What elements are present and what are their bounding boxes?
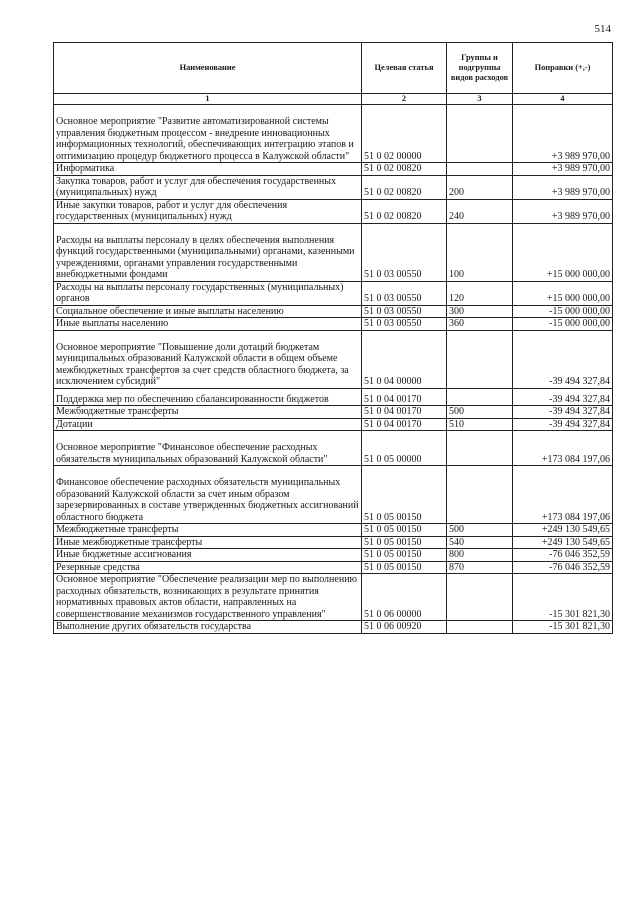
table-row [54,163,613,176]
row-amount-text: -39 494 327,84 [549,393,610,405]
row-group-code [447,574,513,621]
table-row [54,223,613,281]
row-target-code-text: 51 0 05 00000 [364,453,422,465]
row-amount [513,466,613,524]
row-target-code-text: 51 0 06 00000 [364,608,422,620]
row-name-text: Основное мероприятие "Повышение доли дотаций бюджетам муниципальных образований Калужской области в общем объеме межбюджетных трансфертов за счет средств областного бюджета, за исключением субсидий" [56,341,349,387]
row-amount [513,318,613,331]
row-target-code [362,524,447,537]
row-amount-text: +15 000 000,00 [546,269,610,280]
row-group-code-text: 510 [449,418,464,430]
row-name [54,330,362,388]
row-group-code [447,406,513,419]
row-name-text: Социальное обеспечение и иные выплаты населению [56,305,284,317]
header-name: Наименование [54,43,362,94]
row-group-code [447,549,513,562]
table-row [54,431,613,466]
row-amount [513,223,613,281]
row-group-code [447,536,513,549]
row-target-code [362,388,447,406]
row-amount-text: -76 046 352,59 [549,549,610,560]
row-target-code [362,305,447,318]
row-target-code-text: 51 0 04 00170 [364,406,422,417]
row-target-code [362,621,447,634]
row-name [54,223,362,281]
row-target-code [362,574,447,621]
column-number: 2 [362,94,447,105]
row-name [54,549,362,562]
row-target-code-text: 51 0 06 00920 [364,621,422,632]
row-group-code-text: 240 [449,211,464,222]
row-group-code [447,318,513,331]
row-name-text: Иные межбюджетные трансферты [56,536,203,548]
row-target-code [362,549,447,562]
row-amount-text: -15 301 821,30 [549,621,610,632]
row-group-code-text: 540 [449,536,464,548]
row-target-code [362,105,447,163]
table-row [54,318,613,331]
table-row [54,418,613,431]
row-name [54,199,362,223]
row-name [54,561,362,574]
row-target-code-text: 51 0 04 00170 [364,393,422,405]
row-target-code-text: 51 0 03 00550 [364,269,422,280]
row-group-code [447,105,513,163]
row-name [54,163,362,176]
table-row [54,305,613,318]
row-name-text: Иные закупки товаров, работ и услуг для обеспечения государственных (муниципальных) нужд [56,199,288,222]
row-name-text: Расходы на выплаты персоналу государственных (муниципальных) органов [56,281,344,304]
header-groups: Группы и подгруппы видов расходов [447,43,513,94]
row-target-code [362,163,447,176]
row-amount-text: +3 989 970,00 [551,163,610,174]
row-amount-text: -76 046 352,59 [549,561,610,573]
row-name [54,105,362,163]
row-name [54,574,362,621]
row-amount [513,549,613,562]
row-amount-text: -15 301 821,30 [549,608,610,620]
row-amount-text: +249 130 549,65 [541,536,610,548]
row-amount [513,524,613,537]
row-name [54,305,362,318]
row-target-code-text: 51 0 05 00150 [364,561,422,573]
row-name [54,524,362,537]
row-group-code [447,281,513,305]
row-amount-text: +3 989 970,00 [551,150,610,162]
row-group-code-text: 870 [449,561,464,573]
row-group-code-text: 500 [449,524,464,535]
row-target-code [362,318,447,331]
row-target-code [362,223,447,281]
row-amount [513,199,613,223]
row-target-code-text: 51 0 02 00820 [364,163,422,174]
row-group-code [447,305,513,318]
row-target-code [362,466,447,524]
row-target-code-text: 51 0 02 00820 [364,211,422,222]
row-group-code-text: 500 [449,406,464,417]
column-number-row [54,94,613,105]
row-amount [513,163,613,176]
row-target-code [362,561,447,574]
budget-amendments-table [53,42,613,634]
row-target-code-text: 51 0 05 00150 [364,524,422,535]
table-row [54,281,613,305]
column-number: 4 [513,94,613,105]
row-amount [513,621,613,634]
row-target-code-text: 51 0 03 00550 [364,293,422,304]
row-amount-text: -39 494 327,84 [549,376,610,387]
row-amount-text: -15 000 000,00 [549,318,610,329]
row-amount [513,330,613,388]
row-amount-text: +15 000 000,00 [546,293,610,304]
row-name-text: Дотации [56,418,93,430]
row-amount [513,406,613,419]
row-group-code [447,561,513,574]
row-target-code-text: 51 0 02 00000 [364,150,422,162]
table-row [54,406,613,419]
table-row [54,621,613,634]
row-amount [513,574,613,621]
row-group-code [447,388,513,406]
row-group-code [447,524,513,537]
table-row [54,388,613,406]
row-group-code-text: 300 [449,305,464,317]
row-group-code [447,466,513,524]
row-amount-text: -15 000 000,00 [549,305,610,317]
row-group-code-text: 120 [449,293,464,304]
row-name-text: Основное мероприятие "Развитие автоматизированной системы управления бюджетным процессом - внедрение инновационных информационных технологий, обеспечивающих интеграцию этапов и оптимизацию процедур бюджетного процесса в Калужской области" [56,116,354,162]
row-group-code [447,418,513,431]
row-group-code-text: 100 [449,269,464,280]
row-name-text: Иные бюджетные ассигнования [56,549,192,560]
row-name-text: Расходы на выплаты персоналу в целях обеспечения выполнения функций государственными (муниципальными) органами, казенными учреждениями, органами управления государственными внебюджетными фондами [56,234,355,280]
row-name-text: Резервные средства [56,561,140,573]
row-target-code-text: 51 0 03 00550 [364,318,422,329]
row-amount-text: +3 989 970,00 [551,211,610,222]
row-amount [513,536,613,549]
page-number: 514 [594,23,611,35]
header-amendments: Поправки (+,-) [513,43,613,94]
row-target-code [362,330,447,388]
row-name [54,418,362,431]
table-row [54,524,613,537]
row-amount [513,388,613,406]
row-name [54,621,362,634]
row-target-code [362,175,447,199]
row-amount [513,281,613,305]
row-group-code-text: 200 [449,187,464,198]
row-target-code-text: 51 0 05 00150 [364,549,422,560]
header-row [54,43,613,94]
row-group-code [447,199,513,223]
row-target-code-text: 51 0 05 00150 [364,511,422,523]
table-row [54,175,613,199]
row-target-code-text: 51 0 03 00550 [364,305,422,317]
row-name [54,388,362,406]
table-row [54,574,613,621]
row-amount-text: +173 084 197,06 [541,511,610,523]
row-target-code-text: 51 0 02 00820 [364,187,422,198]
row-amount-text: +249 130 549,65 [541,524,610,535]
table-row [54,466,613,524]
column-number: 1 [54,94,362,105]
row-target-code-text: 51 0 05 00150 [364,536,422,548]
row-name-text: Межбюджетные трансферты [56,524,179,535]
row-amount-text: -39 494 327,84 [549,406,610,417]
row-group-code [447,175,513,199]
row-target-code [362,406,447,419]
row-amount [513,105,613,163]
row-name [54,281,362,305]
row-name [54,175,362,199]
row-name [54,406,362,419]
row-group-code-text: 360 [449,318,464,329]
row-name-text: Информатика [56,163,115,174]
row-group-code [447,223,513,281]
row-amount-text: +3 989 970,00 [551,187,610,198]
row-name-text: Финансовое обеспечение расходных обязательств муниципальных образований Калужской области за счет иным образом зарезервированных в составе утвержденных бюджетных ассигнований областного бюджета [56,477,359,523]
row-amount [513,431,613,466]
row-target-code [362,418,447,431]
row-name [54,536,362,549]
row-name-text: Межбюджетные трансферты [56,406,179,417]
row-group-code [447,431,513,466]
row-target-code [362,536,447,549]
table-row [54,561,613,574]
row-group-code-text: 800 [449,549,464,560]
row-target-code [362,199,447,223]
row-name-text: Иные выплаты населению [56,318,169,329]
row-target-code-text: 51 0 04 00170 [364,418,422,430]
header-target: Целевая статья [362,43,447,94]
row-amount-text: -39 494 327,84 [549,418,610,430]
row-name [54,431,362,466]
row-group-code [447,163,513,176]
table-row [54,199,613,223]
row-amount [513,418,613,431]
row-name-text: Поддержка мер по обеспечению сбалансированности бюджетов [56,393,329,405]
table-row [54,105,613,163]
column-number: 3 [447,94,513,105]
table-row [54,330,613,388]
row-name-text: Закупка товаров, работ и услуг для обеспечения государственных (муниципальных) нужд [56,175,337,198]
row-name-text: Основное мероприятие "Обеспечение реализации мер по выполнению расходных обязательств, возникающих в результате принятия нормативных правовых актов области, направленных на совершенствование механизмов государственного управления" [56,574,358,620]
row-amount-text: +173 084 197,06 [541,453,610,465]
row-name-text: Выполнение других обязательств государства [56,621,252,632]
table-row [54,536,613,549]
row-target-code [362,281,447,305]
row-name [54,318,362,331]
row-amount [513,175,613,199]
row-group-code [447,621,513,634]
row-amount [513,305,613,318]
row-name-text: Основное мероприятие "Финансовое обеспечение расходных обязательств муниципальных образований Калужской области" [56,442,328,465]
row-group-code [447,330,513,388]
row-name [54,466,362,524]
row-amount [513,561,613,574]
table-row [54,549,613,562]
row-target-code [362,431,447,466]
row-target-code-text: 51 0 04 00000 [364,376,422,387]
